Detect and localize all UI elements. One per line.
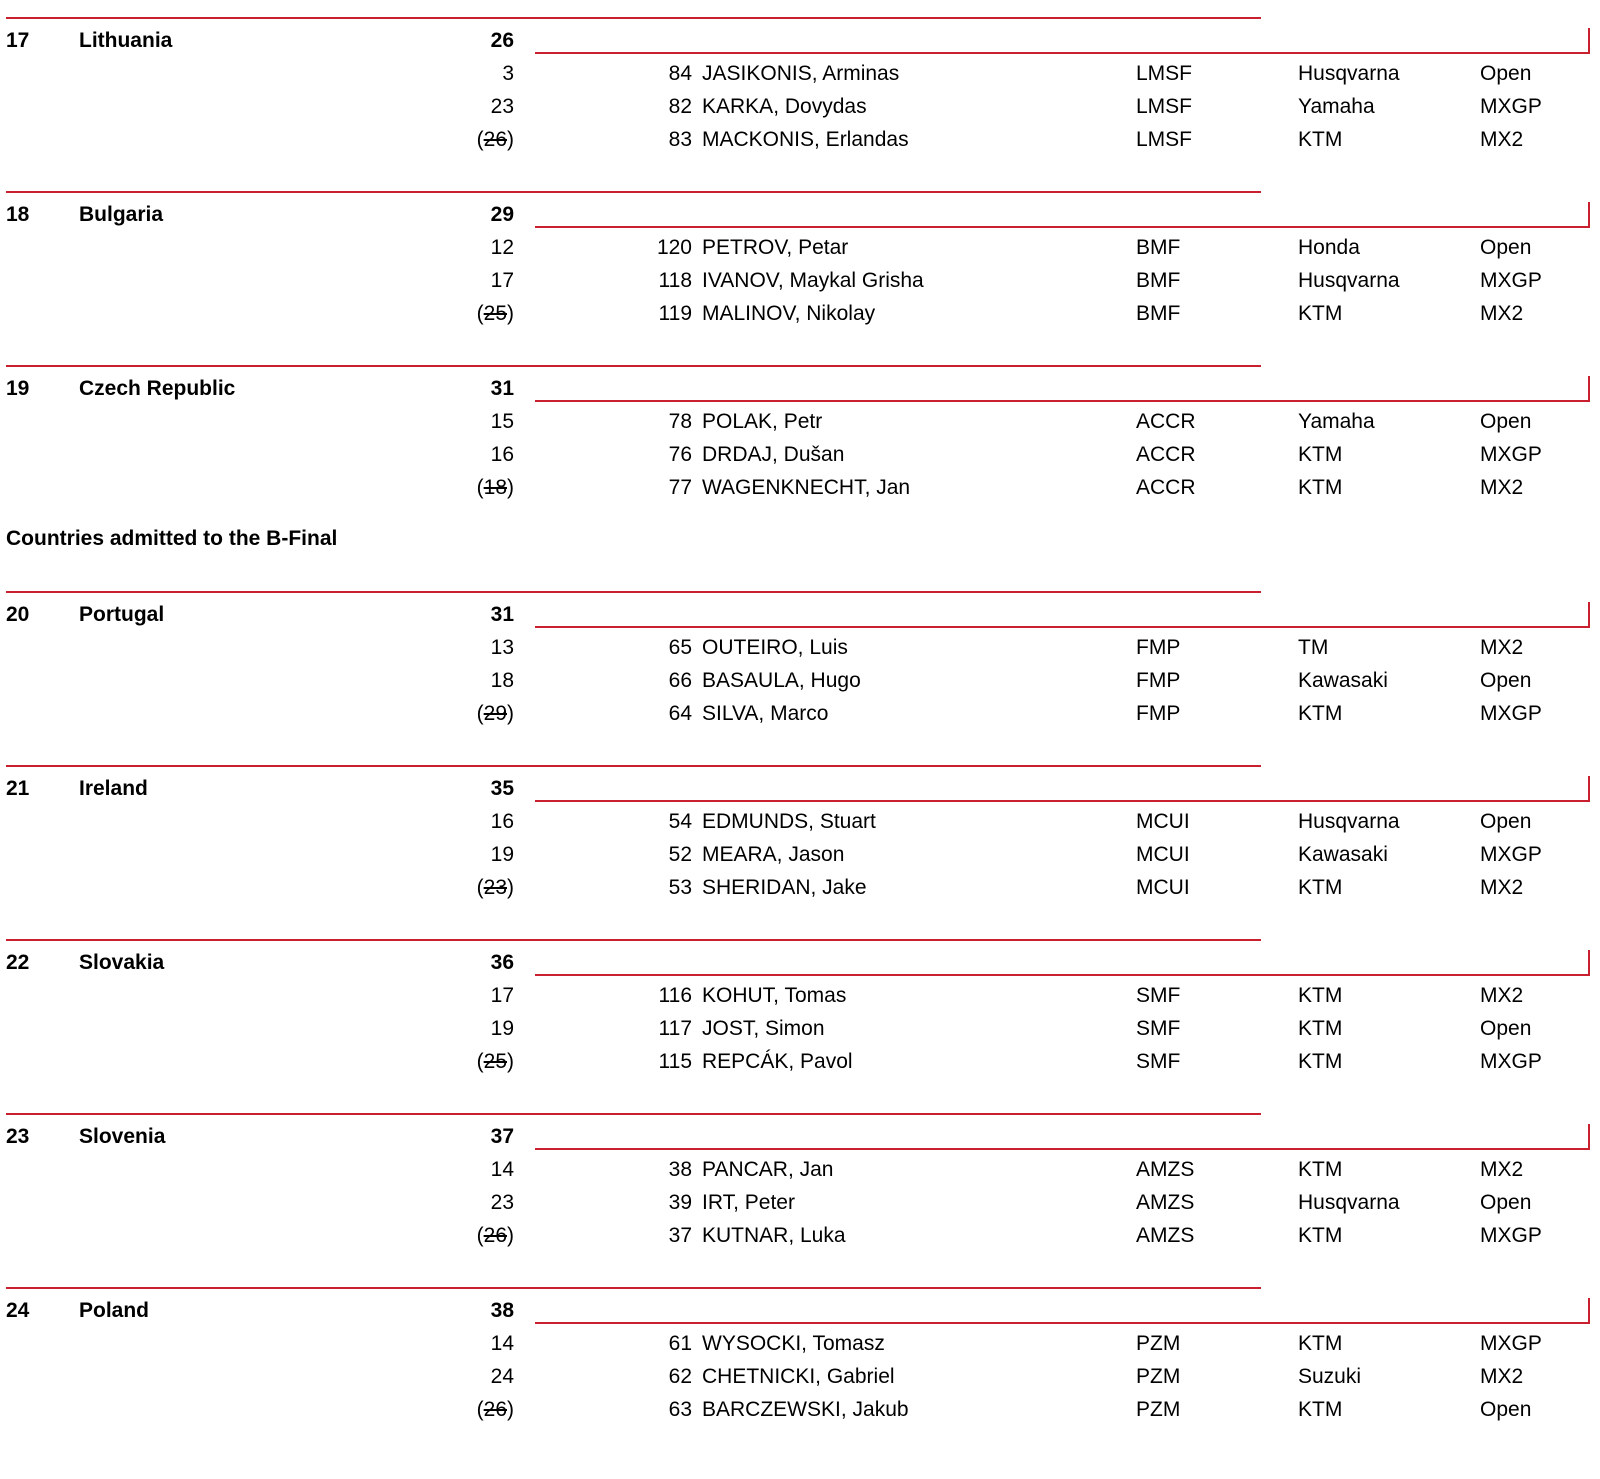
- rider-name: MALINOV, Nikolay: [702, 302, 876, 325]
- rider-federation: MCUI: [1136, 810, 1190, 833]
- rider-brand: Suzuki: [1298, 1365, 1362, 1388]
- rider-points: 16: [490, 810, 514, 833]
- rider-class: Open: [1480, 1017, 1532, 1040]
- rider-row: [0, 128, 1600, 161]
- rider-name: PETROV, Petar: [702, 236, 849, 259]
- rider-brand: KTM: [1298, 1332, 1343, 1355]
- country-name: Poland: [79, 1299, 150, 1322]
- rider-class: MX2: [1480, 1365, 1524, 1388]
- rider-brand: TM: [1298, 636, 1329, 659]
- rider-brand: Yamaha: [1298, 95, 1375, 118]
- rider-points: 17: [490, 269, 514, 292]
- rider-federation: FMP: [1136, 669, 1181, 692]
- rider-number: 118: [658, 269, 692, 292]
- separator-rule: [6, 365, 1261, 367]
- country-position: 24: [6, 1299, 30, 1322]
- rider-number: 38: [668, 1158, 692, 1181]
- dropped-score: 26: [483, 128, 507, 151]
- rider-row: [0, 236, 1600, 269]
- rider-brand: Honda: [1298, 236, 1360, 259]
- rider-federation: LMSF: [1136, 62, 1193, 85]
- rider-row: [0, 443, 1600, 476]
- dropped-score: 25: [483, 1050, 507, 1073]
- rider-name: SILVA, Marco: [702, 702, 829, 725]
- rider-class: MX2: [1480, 876, 1524, 899]
- country-name: Portugal: [79, 603, 165, 626]
- rider-name: EDMUNDS, Stuart: [702, 810, 876, 833]
- rider-federation: ACCR: [1136, 443, 1196, 466]
- separator-rule: [6, 765, 1261, 767]
- rider-brand: KTM: [1298, 984, 1343, 1007]
- rider-number: 82: [668, 95, 692, 118]
- rider-name: KOHUT, Tomas: [702, 984, 847, 1007]
- rider-class: MX2: [1480, 128, 1524, 151]
- separator-rule: [6, 1113, 1261, 1115]
- rider-name: KUTNAR, Luka: [702, 1224, 846, 1247]
- country-total: 31: [490, 603, 514, 626]
- country-total: 29: [490, 203, 514, 226]
- rider-number: 66: [668, 669, 692, 692]
- rider-class: Open: [1480, 1398, 1532, 1421]
- country-block: [0, 765, 1600, 939]
- rider-row: [0, 702, 1600, 735]
- rider-federation: ACCR: [1136, 410, 1196, 433]
- rider-class: Open: [1480, 236, 1532, 259]
- country-block: [0, 1287, 1600, 1461]
- rider-brand: KTM: [1298, 128, 1343, 151]
- country-total: 36: [490, 951, 514, 974]
- rider-class: MX2: [1480, 1158, 1524, 1181]
- rider-points: 19: [490, 843, 514, 866]
- rider-points: 15: [490, 410, 514, 433]
- rider-number: 120: [656, 236, 692, 259]
- rider-row: [0, 1332, 1600, 1365]
- separator-rule: [6, 591, 1261, 593]
- rider-class: Open: [1480, 1191, 1532, 1214]
- country-position: 21: [6, 777, 30, 800]
- rider-rule: [535, 974, 1590, 976]
- rider-federation: PZM: [1136, 1398, 1181, 1421]
- rider-row: [0, 269, 1600, 302]
- rider-points: 23: [490, 1191, 514, 1214]
- rider-row: [0, 1158, 1600, 1191]
- rider-brand: Kawasaki: [1298, 669, 1388, 692]
- country-name: Ireland: [79, 777, 148, 800]
- rider-brand: KTM: [1298, 1158, 1343, 1181]
- rider-row: [0, 636, 1600, 669]
- rider-row: [0, 302, 1600, 335]
- rider-name: KARKA, Dovydas: [702, 95, 867, 118]
- rider-federation: AMZS: [1136, 1158, 1195, 1181]
- country-position: 20: [6, 603, 30, 626]
- rider-points-dropped: (23): [476, 876, 514, 899]
- rider-row: [0, 1398, 1600, 1431]
- rider-federation: PZM: [1136, 1365, 1181, 1388]
- country-block: [0, 191, 1600, 365]
- rider-points-dropped: (26): [476, 1398, 514, 1421]
- rider-number: 39: [668, 1191, 692, 1214]
- rider-brand: KTM: [1298, 876, 1343, 899]
- rider-number: 64: [668, 702, 692, 725]
- rider-name: WAGENKNECHT, Jan: [702, 476, 911, 499]
- rider-class: MX2: [1480, 984, 1524, 1007]
- country-position: 22: [6, 951, 30, 974]
- rider-name: CHETNICKI, Gabriel: [702, 1365, 895, 1388]
- rider-class: MXGP: [1480, 269, 1542, 292]
- rider-brand: Husqvarna: [1298, 62, 1400, 85]
- separator-rule: [6, 1287, 1261, 1289]
- rider-brand: Husqvarna: [1298, 269, 1400, 292]
- rider-brand: KTM: [1298, 1050, 1343, 1073]
- separator-rule: [6, 939, 1261, 941]
- country-total: 26: [490, 29, 514, 52]
- rider-federation: SMF: [1136, 1050, 1181, 1073]
- rule-end-tick: [1588, 602, 1590, 628]
- rider-row: [0, 876, 1600, 909]
- country-position: 18: [6, 203, 30, 226]
- rider-class: MXGP: [1480, 1050, 1542, 1073]
- rider-row: [0, 410, 1600, 443]
- rider-class: MXGP: [1480, 1332, 1542, 1355]
- separator-rule: [6, 17, 1261, 19]
- country-name: Czech Republic: [79, 377, 236, 400]
- rider-points-dropped: (26): [476, 128, 514, 151]
- rider-name: BARCZEWSKI, Jakub: [702, 1398, 909, 1421]
- rider-points-dropped: (26): [476, 1224, 514, 1247]
- rider-points: 18: [490, 669, 514, 692]
- rider-class: MX2: [1480, 636, 1524, 659]
- country-position: 23: [6, 1125, 30, 1148]
- rider-name: SHERIDAN, Jake: [702, 876, 867, 899]
- rider-brand: KTM: [1298, 1017, 1343, 1040]
- dropped-score: 25: [483, 302, 507, 325]
- dropped-score: 23: [483, 876, 507, 899]
- rider-name: JASIKONIS, Arminas: [702, 62, 900, 85]
- rider-row: [0, 1050, 1600, 1083]
- rule-end-tick: [1588, 776, 1590, 802]
- rider-points-dropped: (25): [476, 302, 514, 325]
- country-name: Slovenia: [79, 1125, 166, 1148]
- rider-points: 16: [490, 443, 514, 466]
- rider-federation: FMP: [1136, 636, 1181, 659]
- rider-federation: AMZS: [1136, 1191, 1195, 1214]
- rider-name: IVANOV, Maykal Grisha: [702, 269, 924, 292]
- rider-number: 84: [668, 62, 692, 85]
- rider-class: Open: [1480, 669, 1532, 692]
- rider-points: 23: [490, 95, 514, 118]
- rider-row: [0, 62, 1600, 95]
- rider-points-dropped: (18): [476, 476, 514, 499]
- rider-rule: [535, 800, 1590, 802]
- rider-class: Open: [1480, 810, 1532, 833]
- rider-name: BASAULA, Hugo: [702, 669, 861, 692]
- rider-points: 24: [490, 1365, 514, 1388]
- rider-brand: Yamaha: [1298, 410, 1375, 433]
- rider-brand: Husqvarna: [1298, 810, 1400, 833]
- rider-number: 119: [658, 302, 692, 325]
- rider-federation: BMF: [1136, 236, 1181, 259]
- rider-number: 115: [658, 1050, 692, 1073]
- rider-name: REPCÁK, Pavol: [702, 1050, 853, 1073]
- rider-class: MX2: [1480, 302, 1524, 325]
- rider-class: Open: [1480, 410, 1532, 433]
- rider-federation: BMF: [1136, 269, 1181, 292]
- rider-points: 13: [490, 636, 514, 659]
- rider-rule: [535, 1322, 1590, 1324]
- rider-rule: [535, 400, 1590, 402]
- country-name: Slovakia: [79, 951, 165, 974]
- rule-end-tick: [1588, 1124, 1590, 1150]
- country-total: 37: [490, 1125, 514, 1148]
- rider-brand: KTM: [1298, 476, 1343, 499]
- dropped-score: 26: [483, 1224, 507, 1247]
- rider-number: 76: [668, 443, 692, 466]
- rider-number: 65: [668, 636, 692, 659]
- rider-class: MXGP: [1480, 1224, 1542, 1247]
- rider-federation: PZM: [1136, 1332, 1181, 1355]
- country-block: [0, 1113, 1600, 1287]
- rider-number: 83: [668, 128, 692, 151]
- rider-federation: MCUI: [1136, 876, 1190, 899]
- rider-federation: ACCR: [1136, 476, 1196, 499]
- rider-rule: [535, 226, 1590, 228]
- country-block: [0, 939, 1600, 1113]
- rider-name: PANCAR, Jan: [702, 1158, 834, 1181]
- rider-points: 12: [490, 236, 514, 259]
- rider-row: [0, 1365, 1600, 1398]
- rule-end-tick: [1588, 1298, 1590, 1324]
- rider-name: JOST, Simon: [702, 1017, 825, 1040]
- rider-class: MX2: [1480, 476, 1524, 499]
- rider-brand: Husqvarna: [1298, 1191, 1400, 1214]
- rider-federation: LMSF: [1136, 128, 1193, 151]
- rider-class: MXGP: [1480, 95, 1542, 118]
- rider-points-dropped: (25): [476, 1050, 514, 1073]
- rule-end-tick: [1588, 376, 1590, 402]
- rule-end-tick: [1588, 950, 1590, 976]
- rider-name: DRDAJ, Dušan: [702, 443, 845, 466]
- rider-federation: MCUI: [1136, 843, 1190, 866]
- rider-brand: KTM: [1298, 1224, 1343, 1247]
- rider-name: MEARA, Jason: [702, 843, 845, 866]
- rider-points: 14: [490, 1158, 514, 1181]
- rider-brand: KTM: [1298, 1398, 1343, 1421]
- rider-federation: LMSF: [1136, 95, 1193, 118]
- rider-row: [0, 669, 1600, 702]
- country-total: 38: [490, 1299, 514, 1322]
- rider-brand: Kawasaki: [1298, 843, 1388, 866]
- rider-row: [0, 810, 1600, 843]
- rider-row: [0, 95, 1600, 128]
- rider-federation: BMF: [1136, 302, 1181, 325]
- dropped-score: 29: [483, 702, 507, 725]
- rider-name: OUTEIRO, Luis: [702, 636, 848, 659]
- rider-row: [0, 1191, 1600, 1224]
- rider-number: 78: [668, 410, 692, 433]
- rider-name: POLAK, Petr: [702, 410, 823, 433]
- rider-class: MXGP: [1480, 443, 1542, 466]
- country-position: 19: [6, 377, 30, 400]
- country-block: [0, 17, 1600, 191]
- rider-row: [0, 984, 1600, 1017]
- rider-class: MXGP: [1480, 843, 1542, 866]
- dropped-score: 18: [483, 476, 507, 499]
- rider-rule: [535, 626, 1590, 628]
- rider-federation: FMP: [1136, 702, 1181, 725]
- rider-points: 14: [490, 1332, 514, 1355]
- country-total: 31: [490, 377, 514, 400]
- rider-class: Open: [1480, 62, 1532, 85]
- rider-number: 37: [668, 1224, 692, 1247]
- rider-number: 117: [658, 1017, 692, 1040]
- rider-number: 62: [668, 1365, 692, 1388]
- rider-points: 19: [490, 1017, 514, 1040]
- rider-number: 77: [668, 476, 692, 499]
- country-total: 35: [490, 777, 514, 800]
- rider-name: MACKONIS, Erlandas: [702, 128, 909, 151]
- rider-rule: [535, 1148, 1590, 1150]
- rider-class: MXGP: [1480, 702, 1542, 725]
- rider-row: [0, 476, 1600, 509]
- rider-brand: KTM: [1298, 302, 1343, 325]
- dropped-score: 26: [483, 1398, 507, 1421]
- separator-rule: [6, 191, 1261, 193]
- rider-federation: SMF: [1136, 1017, 1181, 1040]
- rider-row: [0, 843, 1600, 876]
- rider-number: 116: [658, 984, 692, 1007]
- rider-number: 52: [668, 843, 692, 866]
- rule-end-tick: [1588, 202, 1590, 228]
- rider-points-dropped: (29): [476, 702, 514, 725]
- country-name: Bulgaria: [79, 203, 164, 226]
- rider-points: 17: [490, 984, 514, 1007]
- country-name: Lithuania: [79, 29, 173, 52]
- rider-brand: KTM: [1298, 443, 1343, 466]
- rider-federation: SMF: [1136, 984, 1181, 1007]
- rider-points: 3: [502, 62, 514, 85]
- rider-name: WYSOCKI, Tomasz: [702, 1332, 885, 1355]
- rider-name: IRT, Peter: [702, 1191, 795, 1214]
- country-block: [0, 591, 1600, 765]
- rule-end-tick: [1588, 28, 1590, 54]
- b-final-heading: Countries admitted to the B-Final: [6, 527, 338, 550]
- rider-number: 63: [668, 1398, 692, 1421]
- rider-row: [0, 1224, 1600, 1257]
- rider-number: 54: [668, 810, 692, 833]
- rider-number: 61: [668, 1332, 692, 1355]
- country-position: 17: [6, 29, 30, 52]
- rider-brand: KTM: [1298, 702, 1343, 725]
- rider-rule: [535, 52, 1590, 54]
- rider-number: 53: [668, 876, 692, 899]
- rider-federation: AMZS: [1136, 1224, 1195, 1247]
- country-block: [0, 365, 1600, 539]
- rider-row: [0, 1017, 1600, 1050]
